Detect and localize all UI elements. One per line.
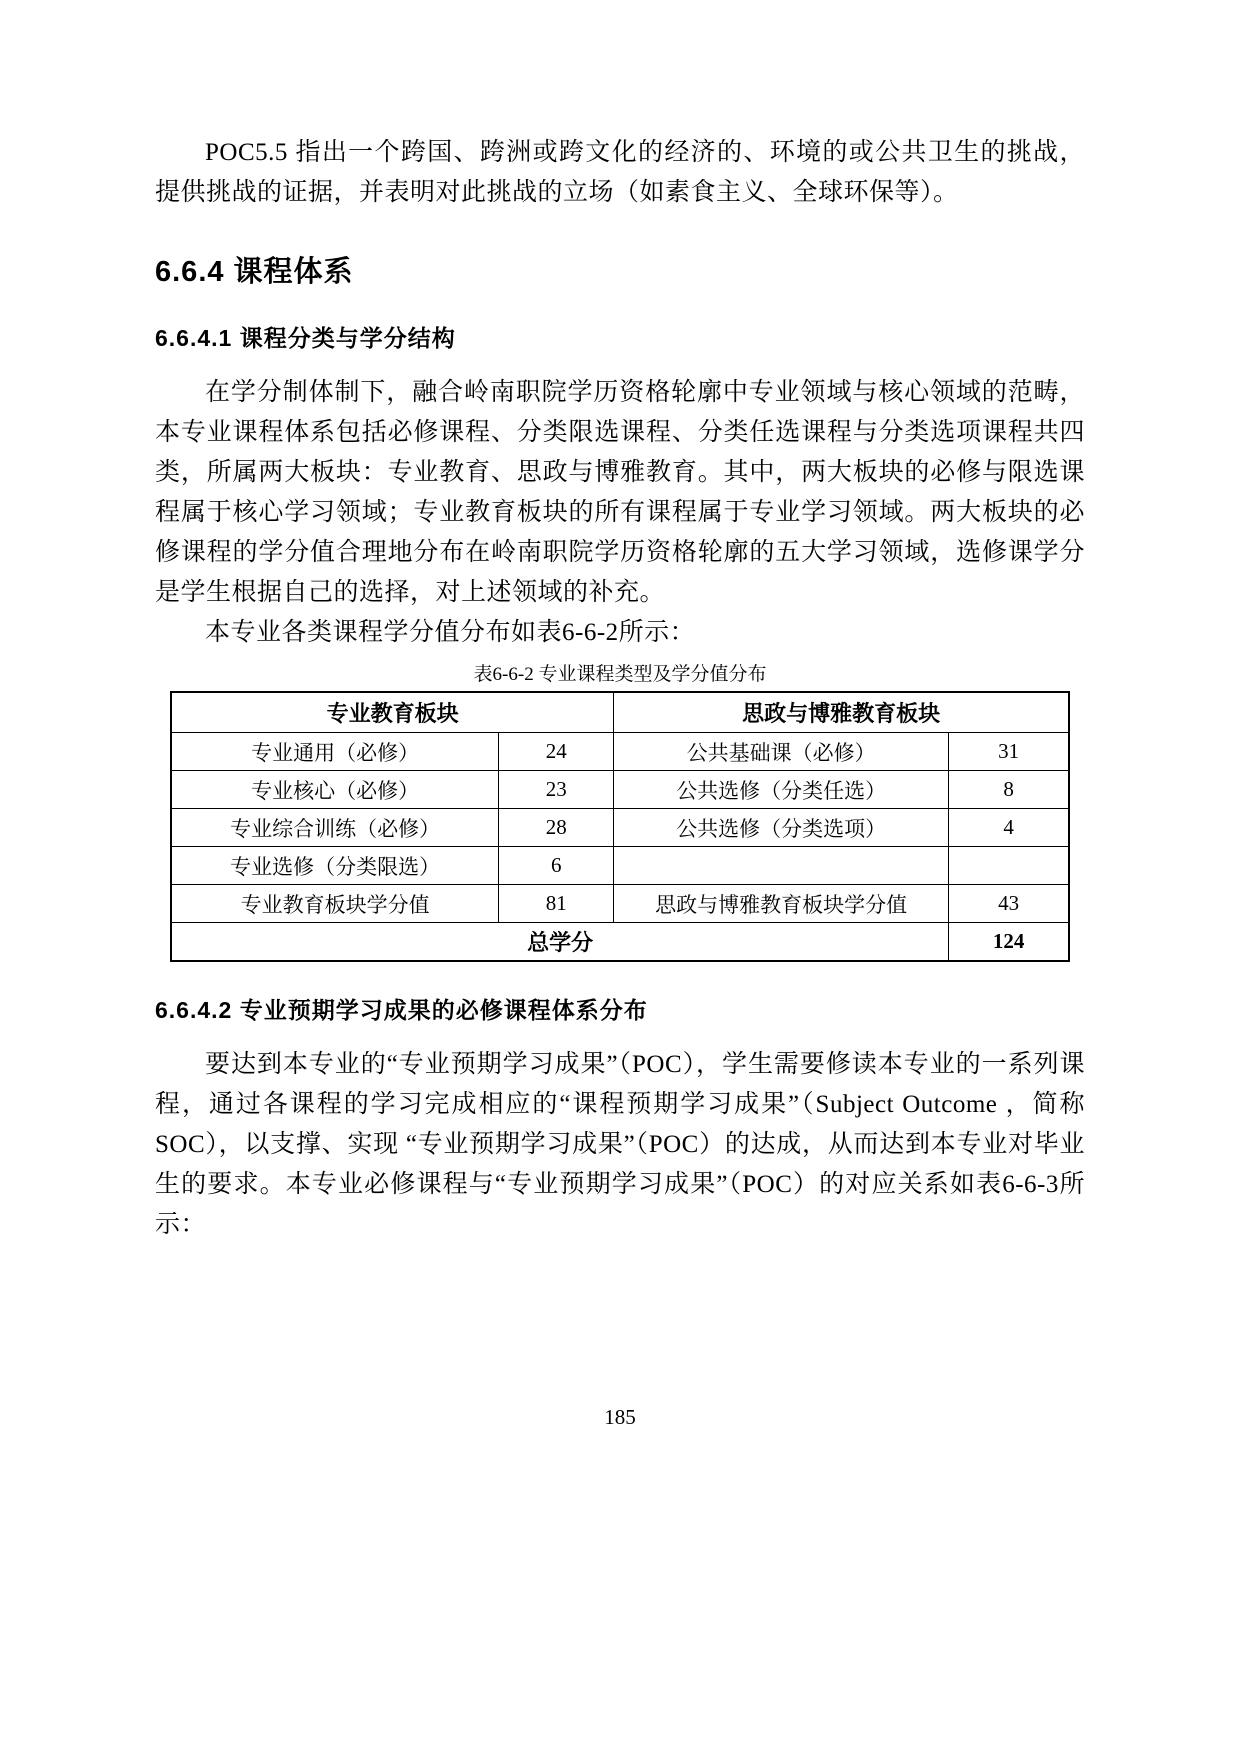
cell-right-value: 43 bbox=[949, 885, 1069, 923]
cell-left-label: 专业教育板块学分值 bbox=[171, 885, 499, 923]
cell-right-value bbox=[949, 847, 1069, 885]
table-header-row bbox=[171, 692, 1069, 733]
cell-left-value: 81 bbox=[499, 885, 614, 923]
cell-left-label: 专业综合训练（必修） bbox=[171, 809, 499, 847]
heading-6-6-4-1-classification-credit-structure: 6.6.4.1 课程分类与学分结构 bbox=[155, 325, 456, 351]
table-row bbox=[171, 771, 1069, 809]
cell-right-label bbox=[614, 847, 949, 885]
cell-left-label: 专业通用（必修） bbox=[171, 733, 499, 771]
cell-left-value: 28 bbox=[499, 809, 614, 847]
credit-distribution-table bbox=[170, 691, 1070, 962]
total-credits-label: 总学分 bbox=[171, 923, 949, 962]
cell-right-label: 公共选修（分类任选） bbox=[614, 771, 949, 809]
cell-left-value: 23 bbox=[499, 771, 614, 809]
paragraph-poc55: POC5.5 指出一个跨国、跨洲或跨文化的经济的、环境的或公共卫生的挑战，提供挑战的证据，并表明对此挑战的立场（如素食主义、全球环保等）。 bbox=[155, 139, 1085, 206]
table-caption: 表6-6-2 专业课程类型及学分值分布 bbox=[473, 664, 767, 685]
page-number: 185 bbox=[604, 1405, 636, 1429]
cell-left-value: 6 bbox=[499, 847, 614, 885]
cell-right-label: 思政与博雅教育板块学分值 bbox=[614, 885, 949, 923]
cell-left-label: 专业选修（分类限选） bbox=[171, 847, 499, 885]
table-header-ideological-liberal-education: 思政与博雅教育板块 bbox=[614, 692, 1069, 733]
heading-6-6-4-2-poc-required-course-distribution: 6.6.4.2 专业预期学习成果的必修课程体系分布 bbox=[155, 997, 648, 1023]
table-row bbox=[171, 847, 1069, 885]
total-credits-value: 124 bbox=[949, 923, 1069, 962]
paragraph-table-lead: 本专业各类课程学分值分布如表6-6-2所示： bbox=[205, 619, 696, 646]
heading-6-6-4-curriculum-system: 6.6.4 课程体系 bbox=[155, 256, 354, 288]
table-row bbox=[171, 809, 1069, 847]
cell-right-value: 4 bbox=[949, 809, 1069, 847]
table-header-professional-education: 专业教育板块 bbox=[171, 692, 614, 733]
paragraph-poc-mapping: 要达到本专业的“专业预期学习成果”（POC），学生需要修读本专业的一系列课程，通过各课程的学习完成相应的“课程预期学习成果”（Subject Outcome ，简称SOC），以支撑、实现 “专业预期学习成果”（POC）的达成，从而达到本专业对毕业生的要求。本专业必修课程与“专业预期学习成果”（POC）的对应关系如表6-6-3所示： bbox=[155, 1051, 1085, 1238]
cell-right-label: 公共选修（分类选项） bbox=[614, 809, 949, 847]
cell-right-value: 8 bbox=[949, 771, 1069, 809]
table-row bbox=[171, 885, 1069, 923]
table-row bbox=[171, 733, 1069, 771]
cell-left-value: 24 bbox=[499, 733, 614, 771]
cell-left-label: 专业核心（必修） bbox=[171, 771, 499, 809]
cell-right-value: 31 bbox=[949, 733, 1069, 771]
table-total-row bbox=[171, 923, 1069, 962]
paragraph-credit-system-intro: 在学分制体制下，融合岭南职院学历资格轮廓中专业领域与核心领域的范畴，本专业课程体系包括必修课程、分类限选课程、分类任选课程与分类选项课程共四类，所属两大板块：专业教育、思政与博雅教育。其中，两大板块的必修与限选课程属于核心学习领域；专业教育板块的所有课程属于专业学习领域。两大板块的必修课程的学分值合理地分布在岭南职院学历资格轮廓的五大学习领域，选修课学分是学生根据自己的选择，对上述领域的补充。 bbox=[155, 379, 1085, 606]
cell-right-label: 公共基础课（必修） bbox=[614, 733, 949, 771]
